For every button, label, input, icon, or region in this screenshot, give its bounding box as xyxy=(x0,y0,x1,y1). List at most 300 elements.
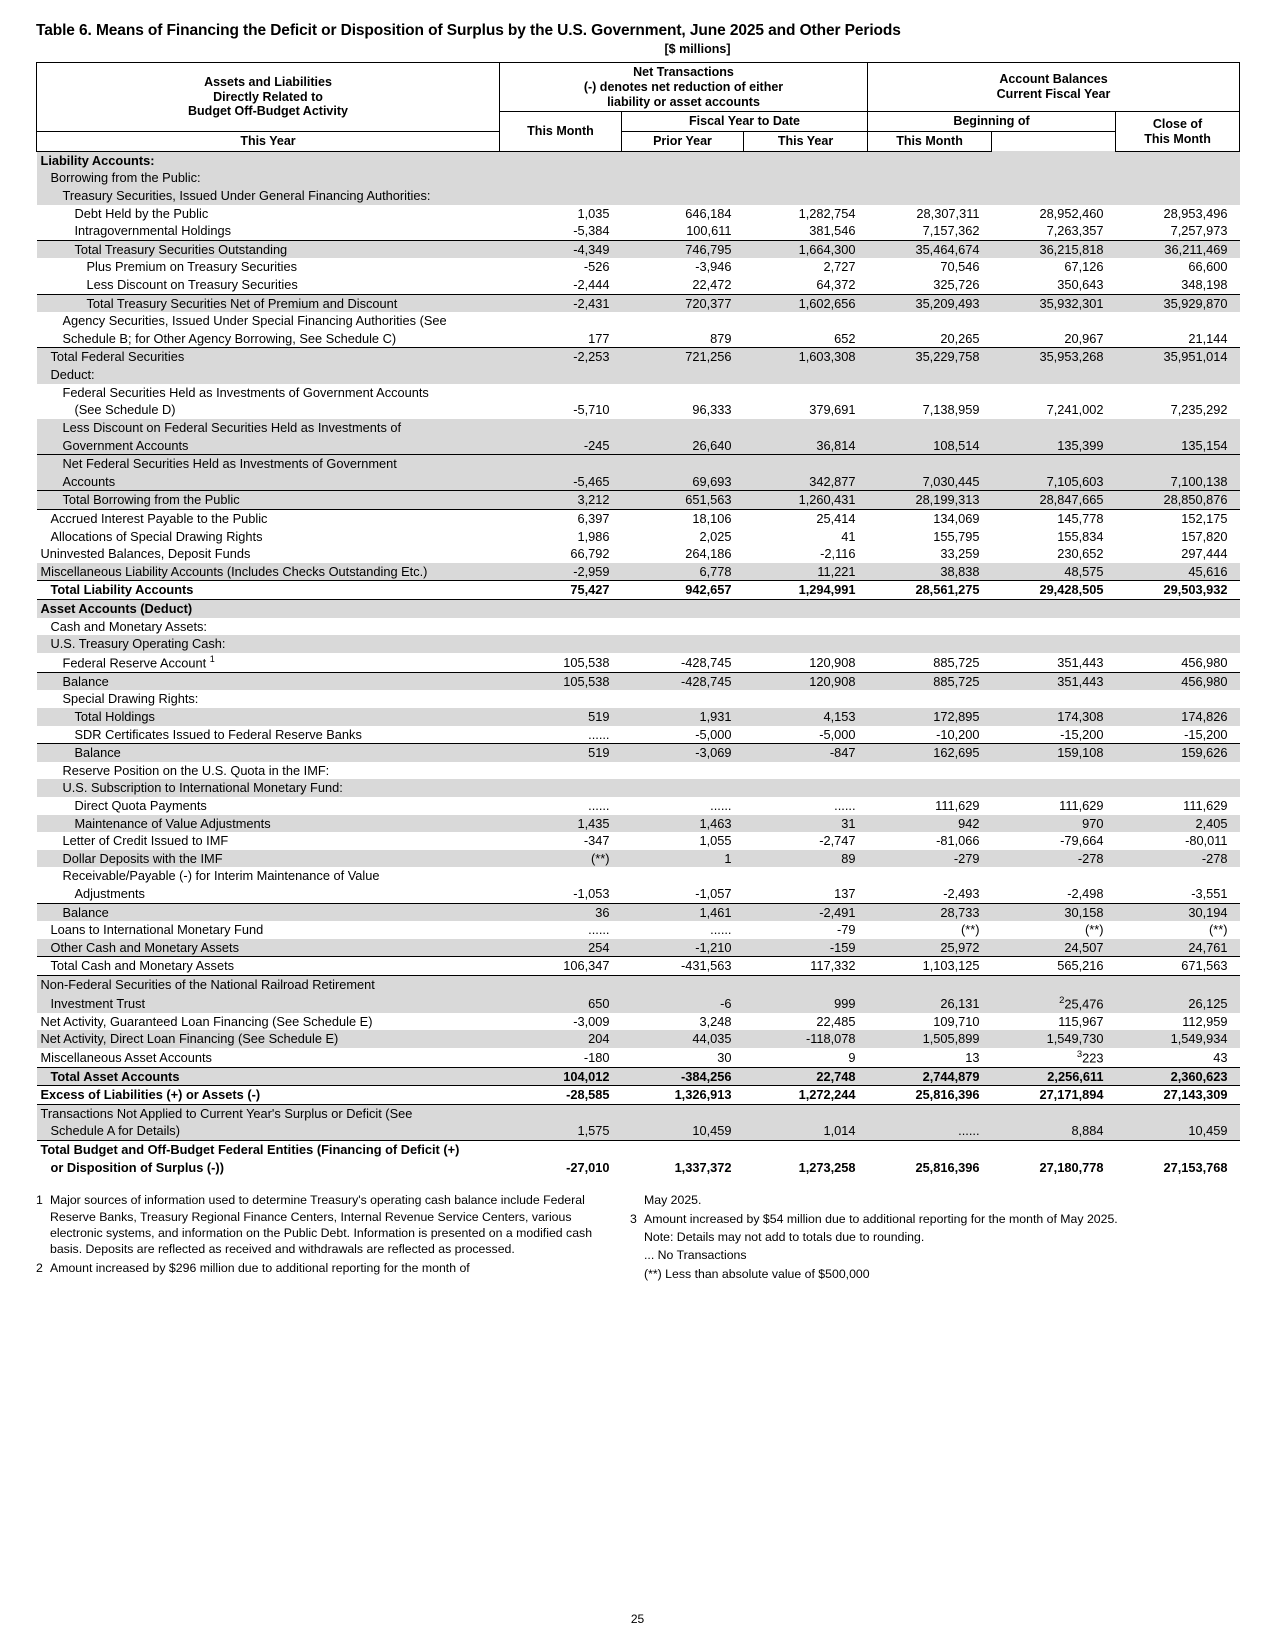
row-value xyxy=(992,455,1116,473)
row-label: Balance xyxy=(37,903,500,921)
row-value: -2,116 xyxy=(820,546,856,562)
row-value: 36 xyxy=(500,903,622,921)
row-value xyxy=(500,366,622,384)
row-value xyxy=(868,635,992,653)
row-value: 8,884 xyxy=(992,1122,1116,1140)
net-transactions-group-header xyxy=(500,63,868,112)
stub-header-line1: Assets and Liabilities xyxy=(204,74,332,89)
row-value xyxy=(1116,1141,1240,1159)
row-value: -2,747 xyxy=(819,833,856,849)
row-value: 4,153 xyxy=(744,708,868,726)
row-value: 970 xyxy=(992,815,1116,833)
row-value: -5,000 xyxy=(695,726,732,742)
table-row xyxy=(37,1067,1240,1086)
row-value: 11,221 xyxy=(744,563,868,581)
table-row xyxy=(37,921,1240,939)
row-value xyxy=(500,1141,622,1159)
row-value xyxy=(868,779,992,797)
row-value xyxy=(622,312,744,330)
row-value: 21,144 xyxy=(1188,330,1228,346)
row-value xyxy=(622,618,744,636)
row-value: 746,795 xyxy=(622,240,744,258)
row-value xyxy=(500,419,622,437)
row-value: -159 xyxy=(744,939,868,957)
footnote xyxy=(630,1211,1190,1227)
row-value: -27,010 xyxy=(566,1159,610,1175)
table-row xyxy=(37,635,1240,653)
page-number: 25 xyxy=(630,1612,645,1626)
row-label: Total Borrowing from the Public xyxy=(37,491,500,510)
row-value: 519 xyxy=(500,744,622,762)
row-value: 7,235,292 xyxy=(1170,402,1228,418)
row-label: U.S. Treasury Operating Cash: xyxy=(37,635,500,653)
table-row xyxy=(37,815,1240,833)
row-value: 1,035 xyxy=(577,205,610,221)
row-value xyxy=(1116,1104,1240,1122)
row-value: -2,491 xyxy=(744,903,868,921)
row-value: 2,727 xyxy=(823,259,856,275)
row-value: 1,931 xyxy=(622,708,744,726)
row-value: 230,652 xyxy=(1057,546,1104,562)
row-value: 174,826 xyxy=(1116,708,1240,726)
row-value: 721,256 xyxy=(622,348,744,366)
row-label: Intragovernmental Holdings xyxy=(74,223,231,239)
col-header-beginning-of: Beginning of xyxy=(868,112,1116,132)
row-value: 25,414 xyxy=(744,509,868,527)
row-value: 35,209,493 xyxy=(868,294,992,312)
row-value xyxy=(500,867,622,885)
row-value: 67,126 xyxy=(1064,259,1104,275)
row-label: Loans to International Monetary Fund xyxy=(50,922,264,938)
row-value: 33,259 xyxy=(940,546,980,562)
row-value: 7,241,002 xyxy=(1046,402,1104,418)
row-label: Net Federal Securities Held as Investments of Government xyxy=(37,455,500,473)
row-value: ...... xyxy=(588,726,610,742)
row-value xyxy=(500,779,622,797)
row-value xyxy=(500,599,622,617)
row-value: 120,908 xyxy=(809,655,856,671)
row-value xyxy=(500,455,622,473)
row-value xyxy=(622,779,744,797)
row-value: -2,493 xyxy=(943,886,980,901)
row-value: (**) xyxy=(500,850,622,868)
units-label: [$ millions] xyxy=(664,42,731,56)
row-label: Accrued Interest Payable to the Public xyxy=(37,509,500,527)
row-value xyxy=(622,1104,744,1122)
footnote-mark: 3 xyxy=(630,1211,637,1226)
footnote-text: Amount increased by $296 million due to additional reporting for the month of xyxy=(50,1260,470,1275)
row-value: 1,602,656 xyxy=(744,294,868,312)
row-value: 27,180,778 xyxy=(1039,1159,1104,1175)
table-row xyxy=(37,618,1240,636)
table-row xyxy=(37,708,1240,726)
row-value xyxy=(992,599,1116,617)
table-row xyxy=(37,384,1240,402)
row-value xyxy=(868,976,992,994)
page-title: Table 6. Means of Financing the Deficit or Disposition of Surplus by the U.S. Government, June 2025 and Other Periods xyxy=(36,22,901,39)
row-value: ...... xyxy=(588,797,610,813)
row-value: 297,444 xyxy=(1181,546,1228,562)
row-value xyxy=(1116,690,1240,708)
table-row xyxy=(37,366,1240,384)
row-label: Investment Trust xyxy=(37,994,500,1013)
row-label: Special Drawing Rights: xyxy=(62,691,199,707)
row-label: Total Asset Accounts xyxy=(37,1067,500,1086)
row-value: -1,210 xyxy=(622,939,744,957)
table-row xyxy=(37,491,1240,510)
row-label: Plus Premium on Treasury Securities xyxy=(86,259,298,275)
table-row xyxy=(37,276,1240,294)
row-label: Other Cash and Monetary Assets xyxy=(37,939,500,957)
row-value: 3,212 xyxy=(500,491,622,510)
row-value: -245 xyxy=(500,437,622,455)
row-value: 381,546 xyxy=(809,223,856,239)
col-header-this-month: This Month xyxy=(500,112,622,152)
row-value: 135,154 xyxy=(1116,437,1240,455)
footnote-mark xyxy=(630,1247,644,1263)
col-header-beginning-this-year: This Year xyxy=(744,132,868,152)
row-value xyxy=(1116,384,1240,402)
row-label: Total Treasury Securities Net of Premium and Discount xyxy=(37,294,500,312)
row-value: 28,307,311 xyxy=(916,205,980,221)
row-value xyxy=(500,187,622,205)
row-value: 1,463 xyxy=(622,815,744,833)
row-value: 1,282,754 xyxy=(798,205,856,221)
row-value: 64,372 xyxy=(816,277,856,293)
row-value xyxy=(992,187,1116,205)
row-value: 351,443 xyxy=(1057,655,1104,671)
row-value: (**) xyxy=(1209,922,1228,938)
row-value: 650 xyxy=(500,994,622,1013)
col-header-fytd-this-year: This Year xyxy=(37,132,500,152)
col-header-fytd-prior-year: Prior Year xyxy=(622,132,744,152)
table-row xyxy=(37,599,1240,617)
row-value: 22,485 xyxy=(816,1013,856,1029)
row-value xyxy=(744,690,868,708)
row-value: -79 xyxy=(837,922,856,938)
row-value: 6,778 xyxy=(622,563,744,581)
table-row xyxy=(37,903,1240,921)
row-value xyxy=(622,455,744,473)
row-value: (**) xyxy=(1085,922,1104,938)
row-value: 27,171,894 xyxy=(992,1086,1116,1105)
row-value xyxy=(622,976,744,994)
row-value: 69,693 xyxy=(622,473,744,491)
row-label: Borrowing from the Public: xyxy=(37,169,500,187)
row-label: Net Activity, Guaranteed Loan Financing (See Schedule E) xyxy=(40,1013,373,1029)
row-value: 264,186 xyxy=(685,546,732,562)
row-value xyxy=(500,618,622,636)
row-value: ...... xyxy=(710,797,732,813)
table-row xyxy=(37,473,1240,491)
row-value: 145,778 xyxy=(992,509,1116,527)
table-row xyxy=(37,672,1240,690)
row-value: -118,078 xyxy=(744,1030,868,1048)
row-value xyxy=(622,762,744,780)
table-row xyxy=(37,330,1240,348)
table-row xyxy=(37,867,1240,885)
row-value: 7,257,973 xyxy=(1170,223,1228,239)
row-value: 1,273,258 xyxy=(798,1159,856,1175)
row-value xyxy=(868,1104,992,1122)
row-value xyxy=(992,1104,1116,1122)
row-value: 24,507 xyxy=(992,939,1116,957)
table-row xyxy=(37,1030,1240,1048)
row-value xyxy=(500,762,622,780)
row-value xyxy=(992,1141,1116,1159)
row-value: -2,431 xyxy=(500,294,622,312)
row-label: Total Holdings xyxy=(37,708,500,726)
row-value: 456,980 xyxy=(1116,672,1240,690)
stub-header-line3: Budget Off-Budget Activity xyxy=(188,104,348,119)
row-value xyxy=(744,151,868,169)
row-value xyxy=(500,151,622,169)
row-value: 20,967 xyxy=(1064,330,1104,346)
row-value: 24,761 xyxy=(1116,939,1240,957)
table-row xyxy=(37,312,1240,330)
row-value xyxy=(744,169,868,187)
row-value xyxy=(1116,187,1240,205)
row-value: 26,131 xyxy=(868,994,992,1013)
footnote-mark: 2 xyxy=(36,1260,43,1275)
row-value: -81,066 xyxy=(936,833,980,849)
row-value: -15,200 xyxy=(1060,726,1104,742)
table-row xyxy=(37,1122,1240,1140)
row-value: 22,472 xyxy=(692,277,732,293)
row-value: 1,272,244 xyxy=(744,1086,868,1105)
row-value: 9 xyxy=(848,1050,856,1066)
table-row xyxy=(37,1159,1240,1177)
table-row xyxy=(37,976,1240,994)
row-value xyxy=(868,599,992,617)
row-value xyxy=(992,366,1116,384)
row-label: Dollar Deposits with the IMF xyxy=(37,850,500,868)
row-value: -2,253 xyxy=(500,348,622,366)
row-value xyxy=(744,312,868,330)
row-value: -428,745 xyxy=(680,655,732,671)
row-value: 2,025 xyxy=(699,528,732,544)
row-value: 112,959 xyxy=(1182,1013,1228,1029)
row-label: U.S. Subscription to International Monetary Fund: xyxy=(37,779,500,797)
row-value xyxy=(622,169,744,187)
table-row xyxy=(37,187,1240,205)
row-value: 1,435 xyxy=(500,815,622,833)
row-value xyxy=(868,384,992,402)
row-value: 1,549,730 xyxy=(992,1030,1116,1048)
footnote xyxy=(630,1192,1190,1208)
row-label: Total Treasury Securities Outstanding xyxy=(37,240,500,258)
row-value xyxy=(744,384,868,402)
stub-header-line2: Directly Related to xyxy=(213,89,323,104)
footnote-text: ... No Transactions xyxy=(644,1248,747,1263)
row-value: 135,399 xyxy=(992,437,1116,455)
row-label: Debt Held by the Public xyxy=(74,205,209,221)
row-value: 105,538 xyxy=(563,655,610,671)
row-value xyxy=(622,384,744,402)
row-value: 44,035 xyxy=(622,1030,744,1048)
row-value: 155,834 xyxy=(1057,528,1104,544)
row-value xyxy=(1116,151,1240,169)
footnote xyxy=(36,1192,596,1257)
row-value xyxy=(1116,419,1240,437)
row-value: 106,347 xyxy=(500,957,622,976)
row-value xyxy=(500,1104,622,1122)
row-value: -278 xyxy=(1116,850,1240,868)
row-value: 89 xyxy=(744,850,868,868)
row-value: 41 xyxy=(841,528,856,544)
footnote-mark xyxy=(630,1192,644,1208)
account-balances-line1: Account Balances xyxy=(999,72,1108,87)
row-value xyxy=(1116,366,1240,384)
row-value: 28,952,460 xyxy=(1039,205,1104,221)
row-value xyxy=(500,312,622,330)
row-value: 1,664,300 xyxy=(744,240,868,258)
table-row xyxy=(37,1086,1240,1105)
row-value: -28,585 xyxy=(500,1086,622,1105)
close-of-line2: This Month xyxy=(1144,131,1211,146)
footnotes-right-column xyxy=(630,1192,1190,1284)
row-value: 25,816,396 xyxy=(915,1159,980,1175)
row-value xyxy=(868,762,992,780)
row-label: Cash and Monetary Assets: xyxy=(50,618,207,634)
row-value: 1,055 xyxy=(699,833,732,849)
row-label: Allocations of Special Drawing Rights xyxy=(50,528,263,544)
row-value xyxy=(500,690,622,708)
footnote-text: Amount increased by $54 million due to additional reporting for the month of May 2025. xyxy=(644,1211,1118,1226)
table-row xyxy=(37,1013,1240,1031)
row-value: -428,745 xyxy=(622,672,744,690)
row-value xyxy=(744,618,868,636)
row-value: 157,820 xyxy=(1181,528,1228,544)
close-of-line1: Close of xyxy=(1152,116,1203,131)
row-value: 1,103,125 xyxy=(868,957,992,976)
row-value: -180 xyxy=(583,1050,610,1066)
row-value: 7,105,603 xyxy=(992,473,1116,491)
row-value: 1,461 xyxy=(622,903,744,921)
row-value: -2,959 xyxy=(500,563,622,581)
table-row xyxy=(37,762,1240,780)
row-value xyxy=(1116,599,1240,617)
row-value xyxy=(1116,455,1240,473)
row-value: 7,100,138 xyxy=(1116,473,1240,491)
row-value: 671,563 xyxy=(1116,957,1240,976)
row-value xyxy=(622,187,744,205)
row-value: 134,069 xyxy=(868,509,992,527)
table-row xyxy=(37,258,1240,276)
row-value xyxy=(622,635,744,653)
row-value: ...... xyxy=(710,922,732,938)
table-row xyxy=(37,832,1240,850)
row-value: 379,691 xyxy=(809,402,856,418)
row-value xyxy=(992,867,1116,885)
row-value xyxy=(992,169,1116,187)
row-value: 75,427 xyxy=(500,581,622,600)
row-value: 28,850,876 xyxy=(1116,491,1240,510)
row-value: 342,877 xyxy=(744,473,868,491)
row-value: ...... xyxy=(834,797,856,813)
row-label: Miscellaneous Liability Accounts (Includes Checks Outstanding Etc.) xyxy=(37,563,500,581)
table-row xyxy=(37,581,1240,600)
row-value xyxy=(868,690,992,708)
row-value: -526 xyxy=(583,259,610,275)
row-value xyxy=(992,312,1116,330)
row-value: 2,744,879 xyxy=(868,1067,992,1086)
row-value xyxy=(744,366,868,384)
row-value: 7,263,357 xyxy=(1046,223,1104,239)
row-value xyxy=(868,1141,992,1159)
row-value: 35,229,758 xyxy=(868,348,992,366)
row-value: 111,629 xyxy=(1183,797,1228,813)
row-value xyxy=(868,169,992,187)
row-value xyxy=(1116,635,1240,653)
row-value: 43 xyxy=(1213,1050,1228,1066)
row-value: 1,575 xyxy=(500,1122,622,1140)
footnote xyxy=(630,1247,1190,1263)
row-value: 109,710 xyxy=(933,1013,980,1029)
table-row xyxy=(37,885,1240,903)
row-value xyxy=(1116,867,1240,885)
means-of-financing-table xyxy=(36,62,1240,1176)
row-value: 111,629 xyxy=(1059,797,1104,813)
row-value xyxy=(744,779,868,797)
footnote-text: (**) Less than absolute value of $500,000 xyxy=(644,1266,870,1281)
row-value: 29,503,932 xyxy=(1116,581,1240,600)
row-label: SDR Certificates Issued to Federal Reserve Banks xyxy=(74,726,362,742)
row-value: 254 xyxy=(500,939,622,957)
row-value xyxy=(744,867,868,885)
row-value xyxy=(868,455,992,473)
row-value: 25,816,396 xyxy=(868,1086,992,1105)
row-value xyxy=(868,867,992,885)
row-value: 18,106 xyxy=(622,509,744,527)
row-value xyxy=(868,151,992,169)
row-label: Uninvested Balances, Deposit Funds xyxy=(40,546,251,562)
row-value: -15,200 xyxy=(1184,726,1228,742)
row-value xyxy=(992,976,1116,994)
table-row xyxy=(37,169,1240,187)
row-value: 117,332 xyxy=(744,957,868,976)
row-value: -347 xyxy=(583,833,610,849)
table-row xyxy=(37,205,1240,223)
row-value: -3,069 xyxy=(622,744,744,762)
row-label: Receivable/Payable (-) for Interim Maintenance of Value xyxy=(62,868,380,884)
row-value xyxy=(868,366,992,384)
row-value: 27,153,768 xyxy=(1163,1159,1228,1175)
row-value: -431,563 xyxy=(622,957,744,976)
row-value: 646,184 xyxy=(685,205,732,221)
row-value xyxy=(992,690,1116,708)
row-value: 350,643 xyxy=(1057,277,1104,293)
row-value: 152,175 xyxy=(1116,509,1240,527)
row-label: Transactions Not Applied to Current Year's Surplus or Deficit (See xyxy=(37,1104,500,1122)
row-value: 28,953,496 xyxy=(1163,205,1228,221)
row-label: Letter of Credit Issued to IMF xyxy=(62,833,229,849)
row-value: 137 xyxy=(834,886,856,901)
account-balances-line2: Current Fiscal Year xyxy=(996,87,1111,102)
row-value xyxy=(622,690,744,708)
row-value: 100,611 xyxy=(686,223,732,239)
row-value: 35,951,014 xyxy=(1116,348,1240,366)
row-value: -384,256 xyxy=(622,1067,744,1086)
row-value xyxy=(1116,169,1240,187)
row-value: 36,814 xyxy=(744,437,868,455)
row-label: Federal Securities Held as Investments of Government Accounts xyxy=(62,384,429,400)
row-value xyxy=(992,151,1116,169)
row-value: 1,603,308 xyxy=(744,348,868,366)
row-value: 20,265 xyxy=(940,330,980,346)
row-label: or Disposition of Surplus (-)) xyxy=(50,1159,224,1175)
table-header xyxy=(37,63,1240,152)
